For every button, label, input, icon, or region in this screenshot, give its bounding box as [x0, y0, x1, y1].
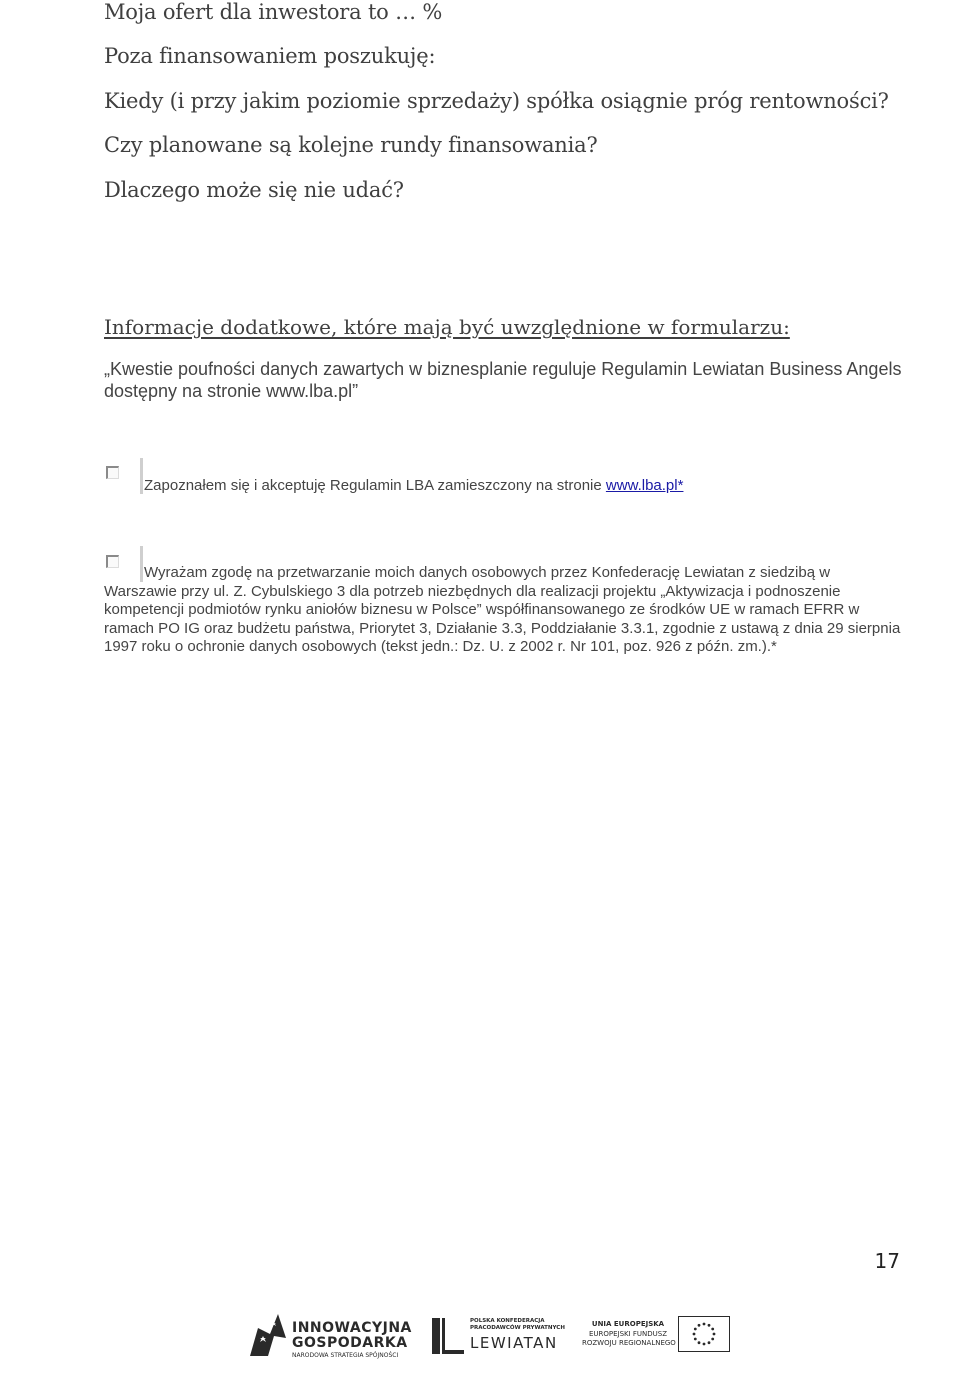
rules-consent-label: [144, 477, 683, 496]
question-why-fail: Dlaczego może się nie udać?: [104, 178, 404, 202]
lewiatan-logo: [432, 1316, 565, 1360]
field-divider: [140, 458, 143, 494]
gdpr-consent-text: Wyrażam zgodę na przetwarzanie moich danych osobowych przez Konfederację Lewiatan z siedzibą w Warszawie przy ul. Z. Cybulskiego 3 dla potrzeb niezbędnych dla realizacji projektu „Aktywizacja i podnoszenie kompetencji podmiotów rynku aniołów biznesu w Polsce” współfinansowanego ze środków UE w ramach EFRR w ramach PO IG oraz budżetu państwa, Priorytet 3, Działanie 3.3, Poddziałanie 3.3.1, zgodnie z ustawą z dnia 29 sierpnia 1997 roku o ochronie danych osobowych (tekst jedn.: Dz. U. z 2002 r. Nr 101, poz. 926 z późn. zm.).*: [104, 564, 901, 655]
lewiatan-line1: POLSKA KONFEDERACJA: [470, 1318, 545, 1324]
eu-line2: EUROPEJSKI FUNDUSZ: [588, 1330, 668, 1338]
question-break-even: Kiedy (i przy jakim poziomie sprzedaży) spółka osiągnie próg rentowności?: [104, 89, 889, 113]
page-number: 17: [874, 1249, 900, 1273]
ig-line3: NARODOWA STRATEGIA SPÓJNOŚCI: [292, 1352, 399, 1359]
question-next-rounds: Czy planowane są kolejne rundy finansowania?: [104, 133, 598, 157]
eu-flag-icon: [678, 1316, 730, 1352]
ig-emblem-icon: [248, 1308, 288, 1358]
innowacyjna-gospodarka-logo: [248, 1308, 412, 1360]
eu-erdf-logo: [582, 1314, 732, 1358]
eu-line3: ROZWOJU REGIONALNEGO: [582, 1339, 676, 1347]
rules-consent-text: Zapoznałem się i akceptuję Regulamin LBA zamieszczony na stronie: [144, 477, 606, 494]
lewiatan-emblem-icon: [432, 1316, 464, 1356]
footer-logos: [0, 1300, 960, 1370]
question-offer-percent: Moja ofert dla inwestora to … %: [104, 0, 443, 24]
rules-accept-checkbox[interactable]: [106, 466, 119, 479]
lewiatan-line3: LEWIATAN: [470, 1334, 558, 1352]
confidentiality-paragraph: „Kwestie poufności danych zawartych w biznesplanie reguluje Regulamin Lewiatan Business Angels dostępny na stronie www.lba.pl”: [104, 359, 902, 401]
ig-line1: INNOWACYJNA: [292, 1320, 412, 1336]
eu-line1: UNIA EUROPEJSKA: [591, 1320, 665, 1328]
lewiatan-line2: PRACODAWCÓW PRYWATNYCH: [470, 1325, 565, 1331]
ig-line2: GOSPODARKA: [292, 1335, 408, 1351]
question-non-financial-needs: Poza finansowaniem poszukuję:: [104, 44, 436, 68]
additional-info-heading: Informacje dodatkowe, które mają być uwzględnione w formularzu:: [104, 315, 790, 339]
lba-link[interactable]: www.lba.pl*: [605, 477, 684, 494]
